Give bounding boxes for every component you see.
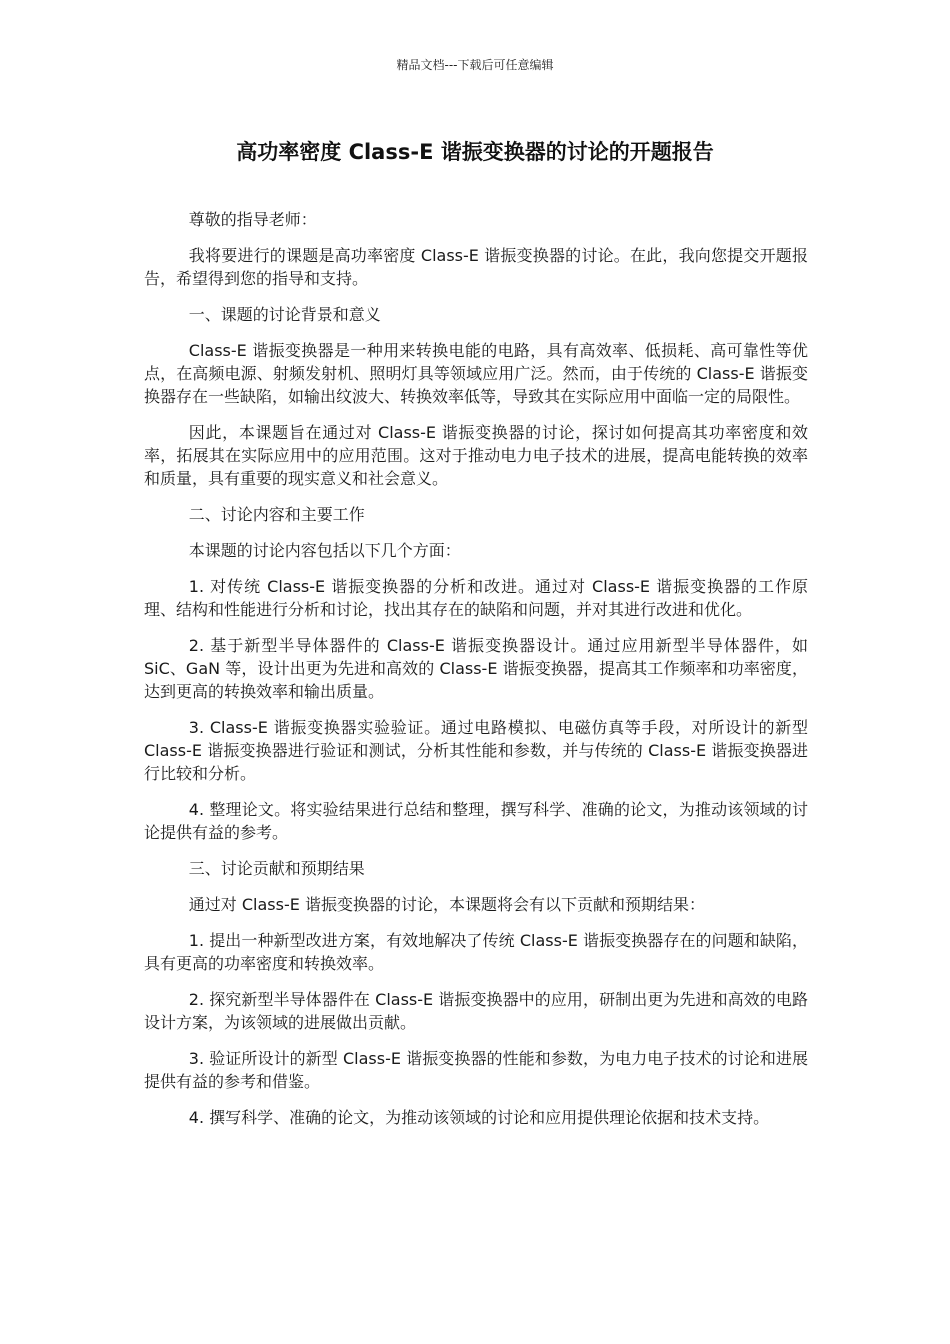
contribution-item-3: 3. 验证所设计的新型 Class-E 谐振变换器的性能和参数，为电力电子技术的讨论和进展提供有益的参考和借鉴。 [144, 1049, 808, 1091]
contribution-item-4: 4. 撰写科学、准确的论文，为推动该领域的讨论和应用提供理论依据和技术支持。 [188, 1108, 770, 1127]
contribution-item-2: 2. 探究新型半导体器件在 Class-E 谐振变换器中的应用，研制出更为先进和高效的电路设计方案，为该领域的进展做出贡献。 [144, 990, 808, 1032]
section-heading-contributions: 三、讨论贡献和预期结果 [188, 859, 365, 878]
significance-paragraph: 因此，本课题旨在通过对 Class-E 谐振变换器的讨论，探讨如何提高其功率密度和效率，拓展其在实际应用中的应用范围。这对于推动电力电子技术的进展，提高电能转换的效率和质量，具有重要的现实意义和社会意义。 [144, 423, 808, 488]
background-paragraph: Class-E 谐振变换器是一种用来转换电能的电路，具有高效率、低损耗、高可靠性等优点，在高频电源、射频发射机、照明灯具等领域应用广泛。然而，由于传统的 Class-E 谐振变换器存在一些缺陷，如输出纹波大、转换效率低等，导致其在实际应用中面临一定的局限性。 [144, 341, 808, 406]
salutation: 尊敬的指导老师： [188, 210, 317, 229]
contributions-intro-paragraph: 通过对 Class-E 谐振变换器的讨论，本课题将会有以下贡献和预期结果： [188, 895, 705, 914]
content-item-2: 2. 基于新型半导体器件的 Class-E 谐振变换器设计。通过应用新型半导体器件，如 SiC、GaN 等，设计出更为先进和高效的 Class-E 谐振变换器，提高其工作频率和功率密度，达到更高的转换效率和输出质量。 [144, 636, 808, 701]
document-body [144, 208, 808, 1142]
section-heading-background: 一、课题的讨论背景和意义 [188, 305, 381, 324]
document-title: 高功率密度 Class-E 谐振变换器的讨论的开题报告 [236, 140, 714, 164]
section-heading-content: 二、讨论内容和主要工作 [188, 505, 365, 524]
content-intro-paragraph: 本课题的讨论内容包括以下几个方面： [188, 541, 461, 560]
content-item-3: 3. Class-E 谐振变换器实验验证。通过电路模拟、电磁仿真等手段，对所设计的新型 Class-E 谐振变换器进行验证和测试，分析其性能和参数，并与传统的 Class-E 谐振变换器进行比较和分析。 [144, 718, 808, 783]
content-item-1: 1. 对传统 Class-E 谐振变换器的分析和改进。通过对 Class-E 谐振变换器的工作原理、结构和性能进行分析和讨论，找出其存在的缺陷和问题，并对其进行改进和优化。 [144, 577, 808, 619]
content-item-4: 4. 整理论文。将实验结果进行总结和整理，撰写科学、准确的论文，为推动该领域的讨论提供有益的参考。 [144, 800, 808, 842]
contribution-item-1: 1. 提出一种新型改进方案，有效地解决了传统 Class-E 谐振变换器存在的问题和缺陷，具有更高的功率密度和转换效率。 [144, 931, 808, 973]
page-header: 精品文档---下载后可任意编辑 [396, 58, 554, 72]
intro-paragraph: 我将要进行的课题是高功率密度 Class-E 谐振变换器的讨论。在此，我向您提交开题报告，希望得到您的指导和支持。 [144, 246, 808, 288]
